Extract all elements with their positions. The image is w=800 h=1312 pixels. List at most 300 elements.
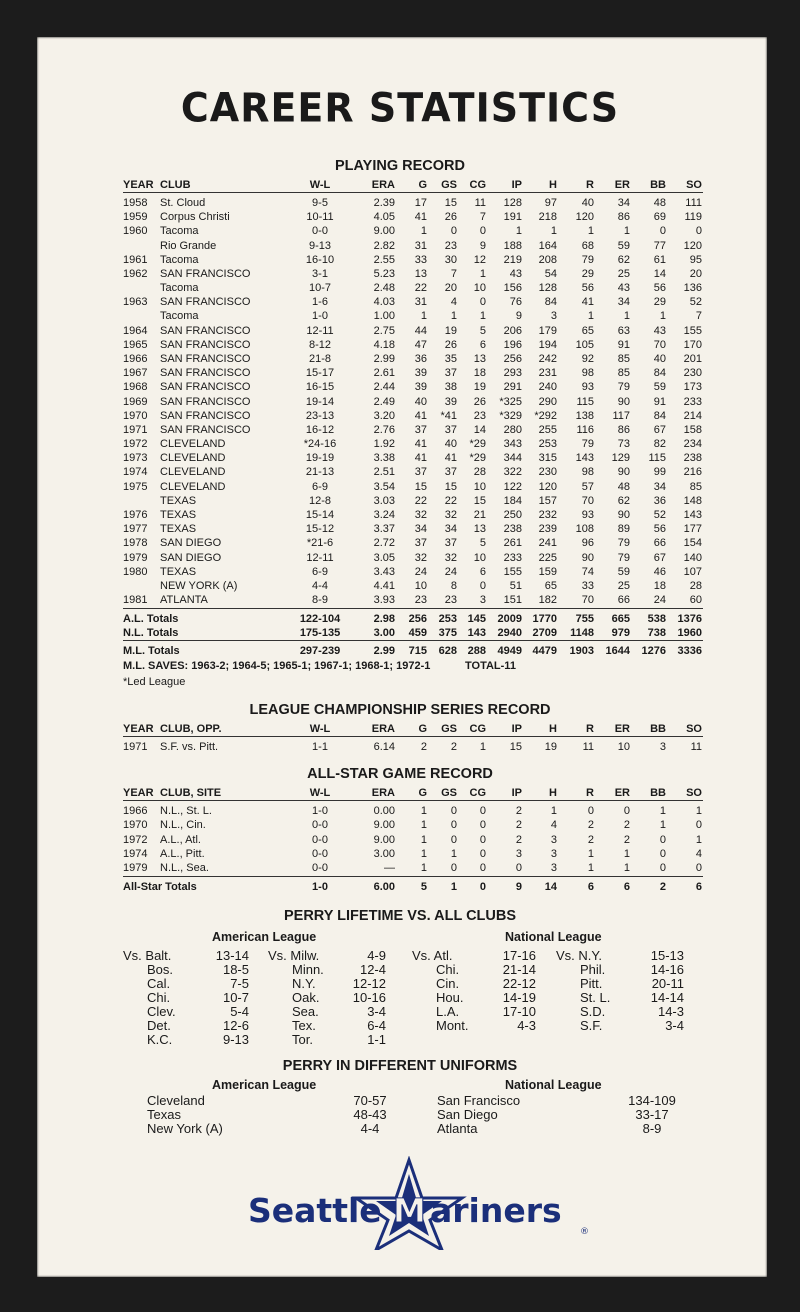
cell: 238 [503, 523, 522, 536]
cell: 1965 [123, 338, 148, 351]
cell: 1 [420, 833, 427, 846]
cell: 1 [450, 310, 457, 323]
cell: 1 [587, 847, 594, 860]
cell: 10 [473, 480, 486, 493]
cell: 1 [659, 310, 666, 323]
cell: 1964 [123, 324, 148, 337]
cell: Tacoma [160, 282, 199, 295]
logo-text-seattle: Seattle [248, 1191, 382, 1230]
cell: 41 [581, 296, 594, 309]
cell: 2.44 [373, 381, 395, 394]
cell: 10-11 [306, 211, 334, 224]
cell: 155 [683, 324, 702, 337]
cell: 28 [473, 466, 486, 479]
cell: 159 [538, 565, 557, 578]
cell: 21-8 [308, 352, 332, 365]
cell: 34 [617, 197, 630, 209]
club-record: 6-4 [367, 1018, 386, 1033]
cell: A.L. Totals [123, 613, 179, 625]
cell: TEXAS [160, 565, 197, 578]
club-record: 4-9 [367, 948, 386, 963]
cell: 37 [444, 423, 457, 436]
club-record: 13-14 [215, 948, 249, 963]
club-label: Tor. [292, 1032, 313, 1047]
cell: 91 [653, 395, 666, 408]
table-row [0, 551, 800, 565]
cell: 22 [414, 494, 427, 507]
cell: 0 [479, 805, 486, 817]
cell: 69 [653, 211, 666, 224]
cell: M.L. Totals [123, 645, 180, 657]
cell: 2.76 [373, 423, 395, 436]
cell: 84 [544, 296, 557, 309]
cell: YEAR [123, 179, 154, 191]
cell: ERA [371, 179, 395, 191]
cell: 33 [414, 253, 427, 266]
cell: 1 [623, 225, 630, 238]
divider [123, 876, 703, 877]
cell: 0 [659, 862, 666, 875]
cell: 3.93 [373, 594, 395, 607]
club-record: 4-3 [517, 1018, 536, 1033]
cell: 23-13 [305, 409, 335, 422]
cell: 2 [420, 741, 427, 753]
cell: 0-0 [312, 833, 328, 846]
cell: 175-135 [299, 627, 341, 639]
cell: 41 [414, 452, 427, 465]
cell: 40 [444, 438, 457, 451]
uniform-club: Atlanta [437, 1121, 478, 1136]
table-row [0, 847, 800, 861]
cell: 1 [450, 881, 457, 893]
cell: 1 [479, 267, 486, 280]
cell: 6 [587, 881, 594, 893]
cell: SAN FRANCISCO [160, 423, 251, 436]
cell: 1974 [123, 847, 148, 860]
cell: 79 [617, 537, 630, 550]
cell: 0 [479, 296, 486, 309]
cell: 715 [408, 645, 427, 657]
cell: 1972 [123, 833, 148, 846]
cell: SO [686, 787, 702, 799]
club-label: Vs. Atl. [412, 948, 453, 963]
cell: 21 [473, 508, 486, 521]
cell: 1978 [123, 537, 148, 550]
club-record: 14-16 [650, 962, 684, 977]
cell: Rio Grande [160, 239, 217, 252]
cell: 2 [659, 881, 666, 893]
cell: 182 [538, 594, 557, 607]
table-row [0, 508, 800, 522]
cell: 90 [581, 551, 594, 564]
uniform-club: New York (A) [147, 1121, 223, 1136]
cell: H [549, 787, 557, 799]
totals-row [0, 626, 800, 640]
cell: 136 [683, 282, 702, 295]
table-row [0, 833, 800, 847]
cell: 219 [503, 253, 522, 266]
cell: R [586, 179, 594, 191]
cell: SAN FRANCISCO [160, 324, 251, 337]
table-row [0, 451, 800, 465]
cell: SAN FRANCISCO [160, 338, 251, 351]
cell: 25 [617, 267, 630, 280]
cell: 225 [538, 551, 557, 564]
cell: 256 [408, 613, 427, 625]
club-record: 14-19 [502, 990, 536, 1005]
cell: 20 [689, 267, 702, 280]
table-row [0, 565, 800, 579]
cell: 1977 [123, 523, 148, 536]
cell: 218 [538, 211, 557, 224]
cell: 188 [503, 239, 522, 252]
cell: 158 [683, 423, 702, 436]
cell: 56 [581, 282, 594, 295]
cell: 39 [444, 395, 457, 408]
club-label: Sea. [292, 1004, 319, 1019]
cell: 179 [538, 324, 557, 337]
table-row [0, 309, 800, 323]
cell: 2 [515, 819, 522, 832]
cell: CLEVELAND [160, 480, 226, 493]
cell: 11 [690, 741, 702, 753]
cell: 2 [515, 833, 522, 846]
totals-row [0, 612, 800, 626]
cell: 22 [444, 494, 457, 507]
cell: 84 [653, 409, 666, 422]
cell: 1 [550, 225, 557, 238]
cell: 92 [581, 352, 594, 365]
cell: 1979 [123, 551, 148, 564]
cell: 3.38 [373, 452, 395, 465]
cell: 140 [683, 551, 702, 564]
cell: 21-13 [305, 466, 335, 479]
cell: 0 [450, 225, 457, 238]
cell: 2.51 [373, 466, 395, 479]
cell: W-L [309, 179, 331, 191]
cell: 344 [503, 452, 522, 465]
cell: 19 [544, 741, 557, 753]
table-row [0, 593, 800, 607]
cell: 48 [653, 197, 666, 209]
cell: CLUB, SITE [160, 787, 222, 799]
cell: 14 [653, 267, 666, 280]
led-league-footnote: *Led League [123, 676, 186, 688]
club-label: Tex. [292, 1018, 316, 1033]
cell: 2.72 [373, 537, 395, 550]
cell: 1962 [123, 267, 148, 280]
cell: A.L., Pitt. [160, 847, 205, 860]
cell: *325 [499, 395, 522, 408]
cell: 62 [617, 253, 630, 266]
cell: 76 [509, 296, 522, 309]
cell: 1-1 [312, 741, 328, 753]
cell: 26 [444, 211, 457, 224]
cell: 250 [503, 508, 522, 521]
cell: 37 [444, 367, 457, 380]
cell: 315 [538, 452, 557, 465]
club-record: 10-7 [222, 990, 249, 1005]
cell: 1961 [123, 253, 148, 266]
cell: 232 [538, 508, 557, 521]
cell: 230 [538, 466, 557, 479]
cell: 6 [695, 881, 702, 893]
cell: 99 [653, 466, 666, 479]
cell: 2 [450, 741, 457, 753]
cell: 41 [444, 452, 457, 465]
cell: 23 [444, 594, 457, 607]
table-row [0, 281, 800, 295]
cell: 143 [575, 452, 594, 465]
table-row [0, 224, 800, 238]
cell: 201 [683, 352, 702, 365]
cell: YEAR [123, 787, 154, 799]
totals-row [0, 644, 800, 658]
cell: 1 [550, 805, 557, 817]
registered-mark: ® [580, 1227, 589, 1237]
club-record: 17-10 [502, 1004, 536, 1019]
cell: 32 [444, 551, 457, 564]
table-row [0, 267, 800, 281]
club-record: 7-5 [230, 976, 249, 991]
cell: 2009 [497, 613, 522, 625]
cell: 1971 [123, 741, 148, 753]
cell: 79 [581, 438, 594, 451]
cell: 128 [503, 197, 522, 209]
cell: 70 [653, 338, 666, 351]
club-record: 9-13 [222, 1032, 249, 1047]
cell: 9 [479, 239, 486, 252]
cell: 0 [479, 847, 486, 860]
club-record: 12-6 [222, 1018, 249, 1033]
cell: 253 [538, 438, 557, 451]
cell: All-Star Totals [123, 881, 197, 893]
cell: 3.05 [373, 551, 395, 564]
cell: 59 [617, 565, 630, 578]
cell: 15 [414, 480, 427, 493]
table-row [0, 740, 800, 754]
cell: 16-15 [305, 381, 335, 394]
table-row [0, 196, 800, 210]
cell: 10 [414, 579, 427, 592]
cell: ERA [371, 787, 395, 799]
cell: 22 [414, 282, 427, 295]
club-record: 1-1 [367, 1032, 386, 1047]
cell: 85 [617, 352, 630, 365]
cell: 3 [550, 847, 557, 860]
cell: 216 [683, 466, 702, 479]
cell: St. Cloud [160, 197, 206, 209]
cell: 16-10 [305, 253, 335, 266]
club-label: S.F. [580, 1018, 603, 1033]
cell: 0 [515, 862, 522, 875]
table-row [0, 522, 800, 536]
cell: 1974 [123, 466, 148, 479]
uniform-club: San Francisco [437, 1093, 521, 1108]
cell: SAN DIEGO [160, 537, 222, 550]
cell: 59 [617, 239, 630, 252]
cell: 3.00 [373, 847, 395, 860]
cell: 8 [450, 579, 457, 592]
cell: 239 [538, 523, 557, 536]
cell: 1981 [123, 594, 148, 607]
cell: 1 [479, 310, 486, 323]
cell: 1 [659, 805, 666, 817]
club-record: 12-4 [359, 962, 386, 977]
cell: 293 [503, 367, 522, 380]
cell: 1 [479, 741, 486, 753]
cell: 10 [617, 741, 630, 753]
cell: 4949 [497, 645, 522, 657]
cell: 6 [623, 881, 630, 893]
cell: 32 [414, 508, 427, 521]
cell: 191 [503, 211, 522, 224]
cell: SAN FRANCISCO [160, 409, 251, 422]
cell: 24 [653, 594, 666, 607]
cell: 43 [617, 282, 630, 295]
cell: 1 [623, 310, 630, 323]
cell: 98 [581, 466, 594, 479]
cell: 4.05 [373, 211, 395, 224]
cell: 1 [420, 862, 427, 875]
cell: 2.82 [373, 239, 395, 252]
cell: 7 [479, 211, 486, 224]
cell: 10 [473, 551, 486, 564]
club-label: Phil. [580, 962, 606, 977]
lcs-heading: LEAGUE CHAMPIONSHIP SERIES RECORD [249, 702, 551, 718]
club-label: Det. [147, 1018, 171, 1033]
cell: 0 [450, 862, 457, 875]
cell: 1975 [123, 480, 148, 493]
club-record: 14-14 [650, 990, 684, 1005]
club-record: 18-5 [222, 962, 249, 977]
cell: 35 [444, 352, 457, 365]
cell: 3.24 [373, 508, 395, 521]
lifetime-nl-label: National League [505, 930, 602, 944]
cell: 280 [503, 423, 522, 436]
cell: 52 [689, 296, 702, 309]
cell: 30 [444, 253, 457, 266]
cell: 9 [515, 881, 522, 893]
cell: 665 [611, 613, 630, 625]
cell: 44 [414, 324, 427, 337]
cell: BB [650, 179, 666, 191]
cell: 3.43 [373, 565, 395, 578]
cell: H [549, 723, 557, 735]
cell: 0 [479, 225, 486, 238]
cell: 0-0 [312, 847, 328, 860]
cell: 43 [509, 267, 522, 280]
cell: 0 [587, 805, 594, 817]
cell: 2.99 [373, 352, 395, 365]
club-label: St. L. [580, 990, 611, 1005]
cell: 1-0 [312, 881, 328, 893]
playing-record-heading: PLAYING RECORD [335, 158, 465, 174]
cell: 738 [647, 627, 666, 639]
cell: 0 [623, 805, 630, 817]
cell: 10 [473, 282, 486, 295]
cell: 57 [581, 480, 594, 493]
cell: 120 [683, 239, 702, 252]
table-row [0, 253, 800, 267]
cell: 375 [438, 627, 457, 639]
cell: 1 [450, 847, 457, 860]
cell: *329 [499, 409, 522, 422]
cell: N.L. Totals [123, 627, 179, 639]
cell: 51 [509, 579, 522, 592]
cell: 208 [538, 253, 557, 266]
cell: YEAR [123, 723, 154, 735]
club-label: Vs. N.Y. [556, 948, 603, 963]
cell: 0 [479, 819, 486, 832]
page-title: CAREER STATISTICS [180, 84, 620, 132]
table-row [0, 423, 800, 437]
cell: 18 [473, 367, 486, 380]
cell: ER [614, 179, 630, 191]
cell: 15 [473, 494, 486, 507]
saves-total: TOTAL-11 [465, 660, 516, 672]
cell: 240 [538, 381, 557, 394]
cell: 1 [420, 805, 427, 817]
cell: 79 [617, 381, 630, 394]
cell: IP [511, 179, 522, 191]
cell: 0.00 [373, 805, 395, 817]
cell: 2.98 [373, 613, 395, 625]
cell: 1966 [123, 805, 148, 817]
table-row [0, 409, 800, 423]
cell: 0 [659, 847, 666, 860]
cell: 29 [653, 296, 666, 309]
cell: 628 [438, 645, 457, 657]
table-row [0, 239, 800, 253]
cell: 26 [444, 338, 457, 351]
cell: 15-17 [305, 367, 335, 380]
club-label: N.Y. [292, 976, 316, 991]
cell: 1 [695, 833, 702, 846]
cell: 6.00 [373, 881, 395, 893]
cell: 0 [479, 833, 486, 846]
cell: 145 [467, 613, 486, 625]
cell: 66 [653, 537, 666, 550]
cell: BB [650, 723, 666, 735]
cell: 0-0 [312, 225, 328, 238]
cell: 1 [587, 310, 594, 323]
uniform-record: 70-57 [353, 1093, 387, 1108]
cell: 3-1 [312, 267, 328, 280]
cell: 1 [420, 819, 427, 832]
club-label: Chi. [436, 962, 460, 977]
cell: 1968 [123, 381, 148, 394]
table-row [0, 437, 800, 451]
cell: 39 [414, 367, 427, 380]
cell: 3.00 [373, 627, 395, 639]
club-label: Cal. [147, 976, 171, 991]
cell: 107 [683, 565, 702, 578]
club-label: Bos. [147, 962, 174, 977]
cell: 15 [444, 197, 457, 209]
cell: 17 [414, 197, 427, 209]
cell: 12-8 [308, 494, 332, 507]
cell: R [586, 787, 594, 799]
cell: 2709 [532, 627, 557, 639]
mariners-logo [246, 1156, 596, 1250]
table-row [0, 465, 800, 479]
cell: 15-14 [305, 508, 335, 521]
club-label: S.D. [580, 1004, 606, 1019]
cell: 98 [581, 367, 594, 380]
cell: 0 [479, 579, 486, 592]
cell: TEXAS [160, 494, 197, 507]
